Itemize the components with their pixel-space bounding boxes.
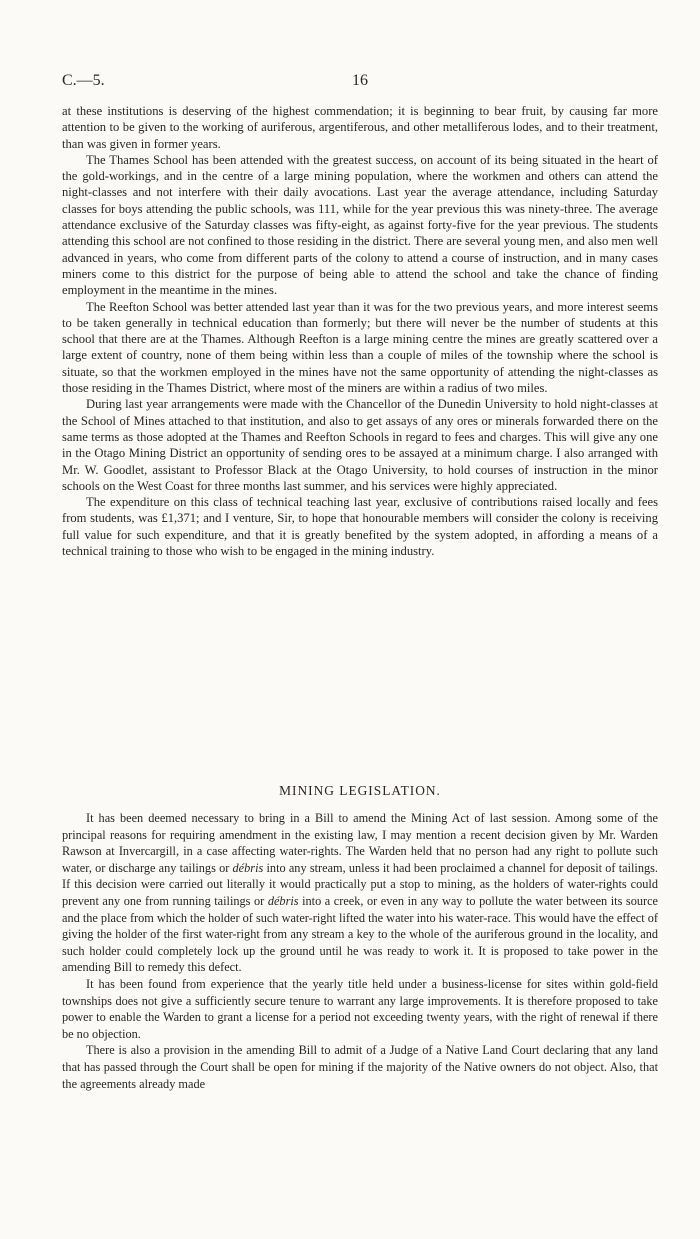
page-header bbox=[62, 72, 658, 92]
paragraph: It has been found from experience that the yearly title held under a business-license for sites within gold-field townships does not give a sufficiently secure tenure to warrant any large improvements. It is therefore proposed to take power to enable the Warden to grant a license for a period not exceeding twenty years, with the right of renewal if there be no objection. bbox=[62, 976, 658, 1041]
paragraph: The Reefton School was better attended last year than it was for the two previous years, and more interest seems to be taken generally in technical education than formerly; but there will never be the number of students at this school that there are at the Thames. Although Reefton is a large mining centre the mines are greatly scattered over a large extent of country, none of them being within less than a couple of miles of the township where the school is situate, so that the workmen employed in the mines have not the same opportunity of attending the night-classes as those residing in the Thames District, where most of the miners are within a radius of two miles. bbox=[62, 299, 658, 396]
paragraph-text: It has been deemed necessary to bring in a Bill to amend the Mining Act of last session. Among some of the principal reasons for requiring amendment in the existing law, I may mention a recent decision given by Mr. Warden Rawson at Invercargill, in a case affecting water-rights. The Warden held that no person had any right to pollute such water, or discharge any tailings or bbox=[62, 811, 658, 875]
paragraph: The expenditure on this class of technical teaching last year, exclusive of contributions raised locally and fees from students, was £1,371; and I venture, Sir, to hope that honourable members will consider the colony is receiving full value for such expenditure, and that it is greatly benefited by the system adopted, in affording a means of a technical training to those who wish to be engaged in the mining industry. bbox=[62, 495, 658, 559]
paragraph: at these institutions is deserving of the highest commendation; it is beginning to bear fruit, by causing far more attention to be given to the working of auriferous, argentiferous, and other metalliferous lodes, and to their treatment, than was given in former years. bbox=[62, 104, 658, 151]
italic-term: débris bbox=[232, 860, 264, 875]
section-heading: MINING LEGISLATION. bbox=[279, 783, 441, 798]
document-reference: C.—5. bbox=[62, 72, 105, 89]
paragraph-text: into any stream, unless it had been proclaimed a channel for deposit of tailings. If this decision were carried out literally it would practically put a stop to mining, as the holders of water-rights could prevent any one from running tailings or bbox=[62, 860, 658, 908]
paragraph: The Thames School has been attended with the greatest success, on account of its being situated in the heart of the gold-workings, and in the centre of a large mining population, where the workmen and others can attend the night-classes and not interfere with their daily avocations. Last year the average attendance, including Saturday classes for boys attending the public schools, was 111, while for the year previous this was ninety-three. The average attendance exclusive of the Saturday classes was fifty-eight, as against forty-five for the year previous. The students attending this school are not confined to those residing in the district. There are several young men, and also men well advanced in years, who come from different parts of the colony to attend a course of instruction, and in many cases miners come to this district for the purpose of being able to attend the school and take the chance of finding employment in the meantime in the mines. bbox=[62, 152, 658, 298]
paragraph-text: into a creek, or even in any way to pollute the water between its source and the place from which the holder of such water-right lifted the water into his water-race. This would have the effect of giving the holder of the first water-right from any stream a key to the whole of the auriferous ground in the locality, and such holder could completely lock up the ground until he was ready to work it. It is proposed to take power in the amending Bill to remedy this defect. bbox=[62, 893, 658, 975]
mining-legislation-section bbox=[62, 782, 658, 1092]
technical-education-section bbox=[62, 103, 658, 559]
paragraph: There is also a provision in the amending Bill to admit of a Judge of a Native Land Court declaring that any land that has passed through the Court shall be open for mining if the majority of the Native owners do not object. Also, that the agreements already made bbox=[62, 1043, 658, 1091]
italic-term: débris bbox=[267, 893, 299, 908]
paragraph bbox=[62, 810, 658, 976]
page-number: 16 bbox=[352, 72, 368, 89]
paragraph: During last year arrangements were made with the Chancellor of the Dunedin University to hold night-classes at the School of Mines attached to that institution, and also to get assays of any ores or minerals forwarded there on the same terms as those adopted at the Thames and Reefton Schools in regard to fees and charges. This will give any one in the Otago Mining District an opportunity of sending ores to be assayed at a minimum charge. I also arranged with Mr. W. Goodlet, assistant to Professor Black at the Otago University, to hold courses of instruction in the minor schools on the West Coast for three months last summer, and his services were highly appreciated. bbox=[62, 397, 658, 493]
